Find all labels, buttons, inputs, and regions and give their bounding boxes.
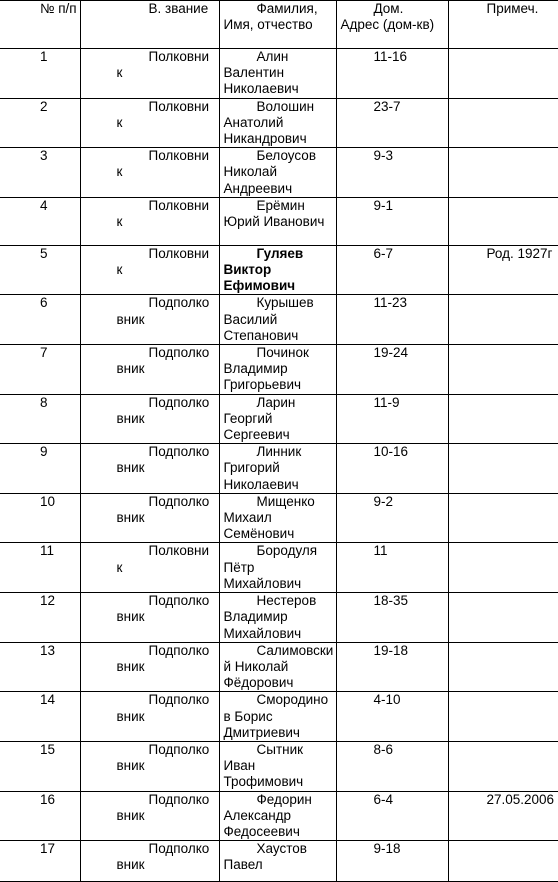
- cell-address: 9-1: [336, 197, 448, 245]
- cell-name: Мищенко Михаил Семёнович: [219, 493, 336, 543]
- cell-address: 23-7: [336, 98, 448, 148]
- cell-address: 11: [336, 543, 448, 593]
- table-row: [0, 444, 558, 494]
- table-row: [0, 692, 558, 742]
- cell-rank: Полковник: [80, 245, 219, 295]
- cell-note: [448, 295, 558, 345]
- table-header-row: [0, 1, 558, 49]
- cell-num: 12: [0, 593, 80, 643]
- cell-address: 19-18: [336, 642, 448, 692]
- cell-rank: Подполковник: [80, 791, 219, 841]
- cell-address: 6-7: [336, 245, 448, 295]
- cell-note: [448, 642, 558, 692]
- cell-note: [448, 493, 558, 543]
- cell-note: [448, 197, 558, 245]
- cell-address: 4-10: [336, 692, 448, 742]
- cell-num: 1: [0, 49, 80, 99]
- cell-name: Белоусов Николай Андреевич: [219, 148, 336, 198]
- cell-num: 13: [0, 642, 80, 692]
- cell-address: 9-2: [336, 493, 448, 543]
- table-row: [0, 593, 558, 643]
- cell-name: Алин Валентин Николаевич: [219, 49, 336, 99]
- table-row: [0, 394, 558, 444]
- cell-rank: Полковник: [80, 148, 219, 198]
- cell-note: [448, 49, 558, 99]
- table-row: [0, 49, 558, 99]
- cell-num: 4: [0, 197, 80, 245]
- cell-num: 14: [0, 692, 80, 742]
- cell-note: 27.05.2006: [448, 791, 558, 841]
- cell-note: [448, 98, 558, 148]
- cell-address: 9-3: [336, 148, 448, 198]
- cell-note: Род. 1927г: [448, 245, 558, 295]
- cell-rank: Подполковник: [80, 295, 219, 345]
- table-row: [0, 493, 558, 543]
- cell-num: 8: [0, 394, 80, 444]
- cell-name: Починок Владимир Григорьевич: [219, 345, 336, 395]
- cell-name: Ларин Георгий Сергеевич: [219, 394, 336, 444]
- cell-address: 19-24: [336, 345, 448, 395]
- cell-address: 9-18: [336, 841, 448, 882]
- cell-address: 11-23: [336, 295, 448, 345]
- cell-note: [448, 345, 558, 395]
- cell-rank: Подполковник: [80, 692, 219, 742]
- cell-num: 3: [0, 148, 80, 198]
- table-row: [0, 197, 558, 245]
- header-name: Фамилия, Имя, отчество: [219, 1, 336, 49]
- cell-address: 11-16: [336, 49, 448, 99]
- cell-rank: Подполковник: [80, 394, 219, 444]
- cell-rank: Полковник: [80, 197, 219, 245]
- cell-num: 15: [0, 741, 80, 791]
- cell-note: [448, 593, 558, 643]
- cell-name: Линник Григорий Николаевич: [219, 444, 336, 494]
- table-body: [0, 1, 558, 882]
- cell-address: 18-35: [336, 593, 448, 643]
- cell-num: 7: [0, 345, 80, 395]
- cell-note: [448, 692, 558, 742]
- cell-name: Салимовский Николай Фёдорович: [219, 642, 336, 692]
- table-row: [0, 543, 558, 593]
- cell-num: 9: [0, 444, 80, 494]
- cell-name: Нестеров Владимир Михайлович: [219, 593, 336, 643]
- cell-note: [448, 543, 558, 593]
- cell-num: 17: [0, 841, 80, 882]
- cell-name: Ерёмин Юрий Иванович: [219, 197, 336, 245]
- cell-note: [448, 148, 558, 198]
- cell-note: [448, 394, 558, 444]
- table-row: [0, 741, 558, 791]
- cell-name: Смородинов Борис Дмитриевич: [219, 692, 336, 742]
- cell-rank: Подполковник: [80, 444, 219, 494]
- cell-rank: Полковник: [80, 543, 219, 593]
- table-row: [0, 642, 558, 692]
- cell-rank: Полковник: [80, 98, 219, 148]
- cell-num: 2: [0, 98, 80, 148]
- cell-rank: Подполковник: [80, 593, 219, 643]
- header-address: Дом. Адрес (дом-кв): [336, 1, 448, 49]
- cell-rank: Подполковник: [80, 345, 219, 395]
- cell-name: Курышев Василий Степанович: [219, 295, 336, 345]
- cell-num: 16: [0, 791, 80, 841]
- cell-note: [448, 741, 558, 791]
- cell-rank: Подполковник: [80, 741, 219, 791]
- header-rank: В. звание: [80, 1, 219, 49]
- cell-rank: Подполковник: [80, 493, 219, 543]
- cell-address: 11-9: [336, 394, 448, 444]
- cell-note: [448, 444, 558, 494]
- table-row: [0, 98, 558, 148]
- cell-num: 11: [0, 543, 80, 593]
- cell-name: Гуляев Виктор Ефимович: [219, 245, 336, 295]
- cell-name: Хаустов Павел: [219, 841, 336, 882]
- cell-name: Бородуля Пётр Михайлович: [219, 543, 336, 593]
- cell-name: Федорин Александр Федосеевич: [219, 791, 336, 841]
- cell-num: 6: [0, 295, 80, 345]
- cell-name: Сытник Иван Трофимович: [219, 741, 336, 791]
- cell-address: 6-4: [336, 791, 448, 841]
- header-num: № п/п: [0, 1, 80, 49]
- cell-name: Волошин Анатолий Никандрович: [219, 98, 336, 148]
- cell-rank: Подполковник: [80, 642, 219, 692]
- header-note: Примеч.: [448, 1, 558, 49]
- table-row: [0, 345, 558, 395]
- table-row: [0, 148, 558, 198]
- cell-rank: Полковник: [80, 49, 219, 99]
- table-row: [0, 791, 558, 841]
- table-row: [0, 245, 558, 295]
- cell-address: 10-16: [336, 444, 448, 494]
- cell-num: 10: [0, 493, 80, 543]
- cell-rank: Подполковник: [80, 841, 219, 882]
- table-row: [0, 295, 558, 345]
- cell-address: 8-6: [336, 741, 448, 791]
- cell-num: 5: [0, 245, 80, 295]
